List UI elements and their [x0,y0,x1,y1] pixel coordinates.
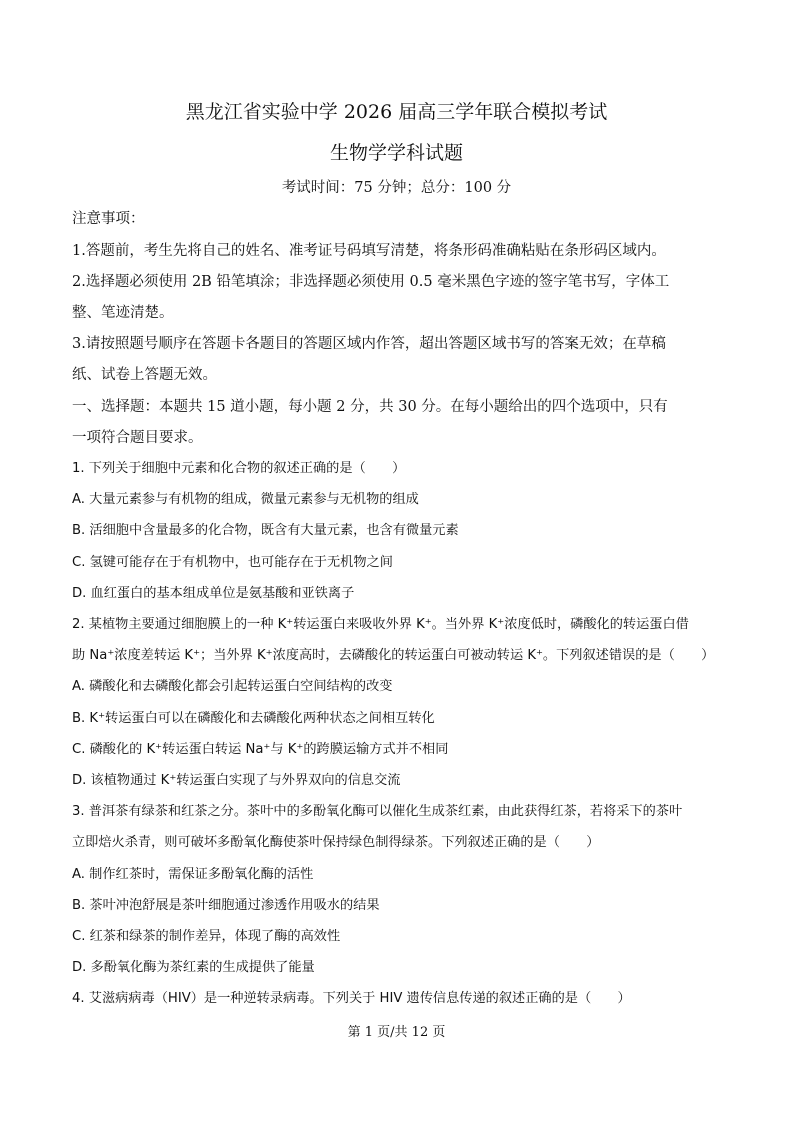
subject-title: 生物学学科试题 [329,142,463,164]
q3-option-a: A. 制作红茶时，需保证多酚氧化酶的活性 [72,867,314,882]
q2-option-b: B. K⁺转运蛋白可以在磷酸化和去磷酸化两种状态之间相互转化 [72,711,435,726]
notice-item-2-line-1: 2.选择题必须使用 2B 铅笔填涂；非选择题必须使用 0.5 毫米黑色字迹的签字笔书写，字体工 [72,274,670,290]
q1-option-d: D. 血红蛋白的基本组成单位是氨基酸和亚铁离子 [72,586,355,601]
q4-stem: 4. 艾滋病病毒（HIV）是一种逆转录病毒。下列关于 HIV 遗传信息传递的叙述正确的是（ ） [72,991,631,1006]
q2-option-c: C. 磷酸化的 K⁺转运蛋白转运 Na⁺与 K⁺的跨膜运输方式并不相同 [72,742,449,757]
q1-option-b: B. 活细胞中含量最多的化合物，既含有大量元素，也含有微量元素 [72,523,459,538]
q1-stem: 1. 下列关于细胞中元素和化合物的叙述正确的是（ ） [72,461,406,476]
q2-stem-line-1: 2. 某植物主要通过细胞膜上的一种 K⁺转运蛋白来吸收外界 K⁺。当外界 K⁺浓度低时，磷酸化的转运蛋白借 [72,617,689,632]
q1-option-c: C. 氢键可能存在于有机物中，也可能存在于无机物之间 [72,555,393,570]
page-number: 第 1 页/共 12 页 [347,1025,446,1040]
q2-stem-line-2: 助 Na⁺浓度差转运 K⁺；当外界 K⁺浓度高时，去磷酸化的转运蛋白可被动转运 K⁺。下列叙述错误的是（ ） [72,648,715,663]
notice-item-3-line-1: 3.请按照题号顺序在答题卡各题目的答题区域内作答，超出答题区域书写的答案无效；在草稿 [72,336,666,352]
section-1-heading-line-2: 一项符合题目要求。 [72,430,203,446]
q3-option-b: B. 茶叶冲泡舒展是茶叶细胞通过渗透作用吸水的结果 [72,898,380,913]
q2-option-d: D. 该植物通过 K⁺转运蛋白实现了与外界双向的信息交流 [72,773,401,788]
q3-option-c: C. 红茶和绿茶的制作差异，体现了酶的高效性 [72,929,341,944]
notice-item-2-line-2: 整、笔迹清楚。 [72,305,174,321]
q3-option-d: D. 多酚氧化酶为茶红素的生成提供了能量 [72,960,315,975]
section-1-heading-line-1: 一、选择题：本题共 15 道小题，每小题 2 分，共 30 分。在每小题给出的四个选项中，只有 [72,399,668,415]
q3-stem-line-1: 3. 普洱茶有绿茶和红茶之分。茶叶中的多酚氧化酶可以催化生成茶红素，由此获得红茶，若将采下的茶叶 [72,804,683,819]
q1-option-a: A. 大量元素参与有机物的组成，微量元素参与无机物的组成 [72,492,419,507]
exam-title: 黑龙江省实验中学 2026 届高三学年联合模拟考试 [185,101,608,123]
q3-stem-line-2: 立即焙火杀青，则可破坏多酚氧化酶使茶叶保持绿色制得绿茶。下列叙述正确的是（ ） [72,835,600,850]
q2-option-a: A. 磷酸化和去磷酸化都会引起转运蛋白空间结构的改变 [72,679,393,694]
notice-heading: 注意事项： [72,211,145,227]
notice-item-1: 1.答题前，考生先将自己的姓名、准考证号码填写清楚，将条形码准确粘贴在条形码区域内。 [72,243,666,259]
notice-item-3-line-2: 纸、试卷上答题无效。 [72,367,217,383]
exam-info: 考试时间：75 分钟；总分：100 分 [281,180,512,196]
